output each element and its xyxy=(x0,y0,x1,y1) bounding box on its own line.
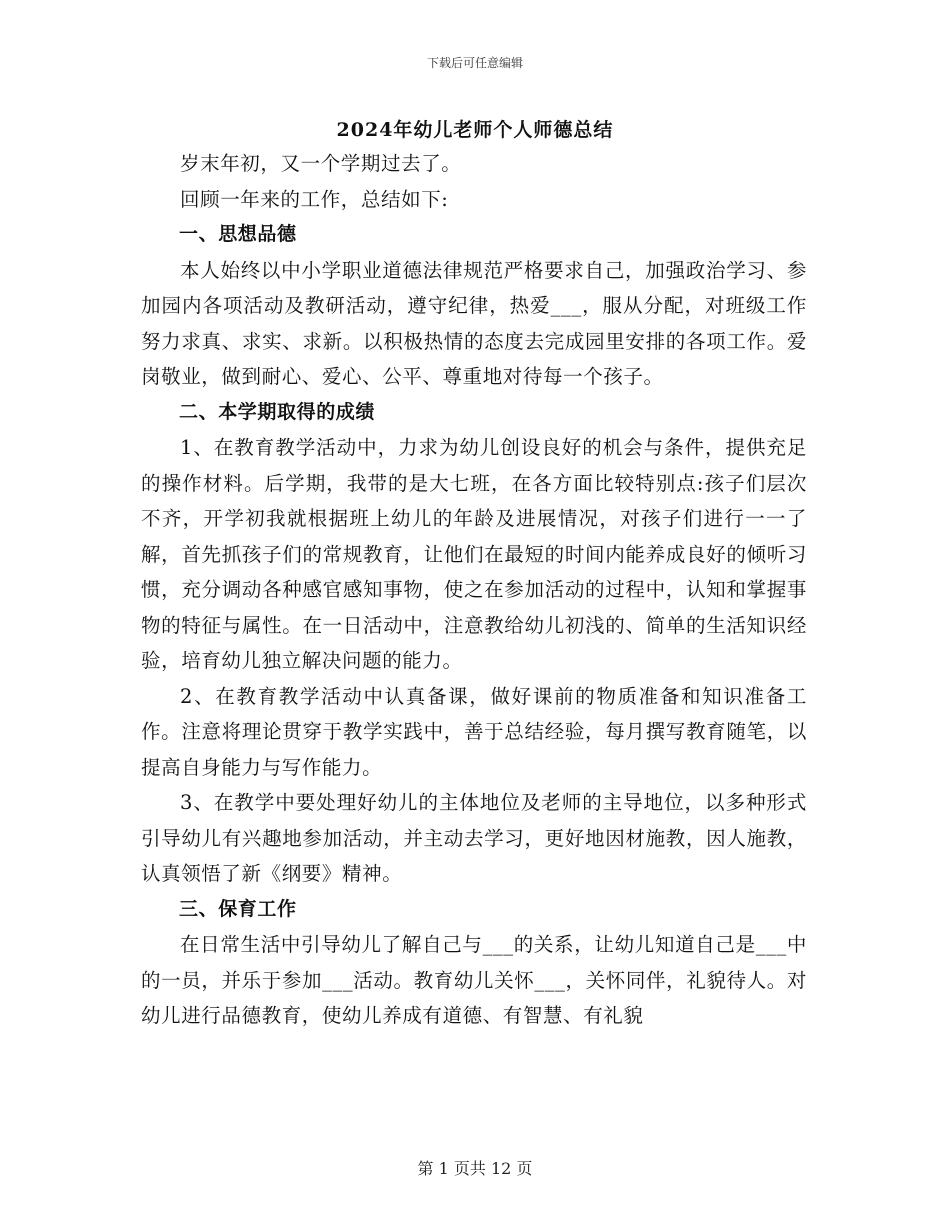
document-title: 2024年幼儿老师个人师德总结 xyxy=(336,119,614,141)
section-2-paragraph-3: 3、在教学中要处理好幼儿的主体地位及老师的主导地位，以多种形式引导幼儿有兴趣地参加活动，并主动去学习，更好地因材施教，因人施教，认真领悟了新《纲要》精神。 xyxy=(141,791,807,885)
section-1-paragraph: 本人始终以中小学职业道德法律规范严格要求自己，加强政治学习、参加园内各项活动及教研活动，遵守纪律，热爱___，服从分配，对班级工作努力求真、求实、求新。以积极热情的态度去完成园里安排的各项工作。爱岗敬业，做到耐心、爱心、公平、尊重地对待每一个孩子。 xyxy=(141,258,807,388)
document-body xyxy=(141,146,807,1034)
section-2-paragraph-1: 1、在教育教学活动中，力求为幼儿创设良好的机会与条件，提供充足的操作材料。后学期，我带的是大七班，在各方面比较特别点:孩子们层次不齐，开学初我就根据班上幼儿的年龄及进展情况，对孩子们进行一一了解，首先抓孩子们的常规教育，让他们在最短的时间内能养成良好的倾听习惯，充分调动各种感官感知事物，使之在参加活动的过程中，认知和掌握事物的特征与属性。在一日活动中，注意教给幼儿初浅的、简单的生活知识经验，培育幼儿独立解决问题的能力。 xyxy=(141,436,807,672)
intro-paragraph-2: 回顾一年来的工作，总结如下: xyxy=(180,187,449,211)
header-note: 下载后可任意编辑 xyxy=(426,56,523,70)
section-heading-2: 二、本学期取得的成绩 xyxy=(179,400,376,423)
section-3-paragraph: 在日常生活中引导幼儿了解自己与___的关系，让幼儿知道自己是___中的一员，并乐于参加___活动。教育幼儿关怀___，关怀同伴，礼貌待人。对幼儿进行品德教育，使幼儿养成有道德、有智慧、有礼貌 xyxy=(141,933,807,1027)
section-2-paragraph-2: 2、在教育教学活动中认真备课，做好课前的物质准备和知识准备工作。注意将理论贯穿于教学实践中，善于总结经验，每月撰写教育随笔，以提高自身能力与写作能力。 xyxy=(141,684,807,779)
intro-paragraph-1: 岁末年初，又一个学期过去了。 xyxy=(180,152,462,175)
section-heading-1: 一、思想品德 xyxy=(179,223,297,245)
section-heading-3: 三、保育工作 xyxy=(179,897,297,920)
page-number: 第 1 页共 12 页 xyxy=(417,1159,533,1178)
